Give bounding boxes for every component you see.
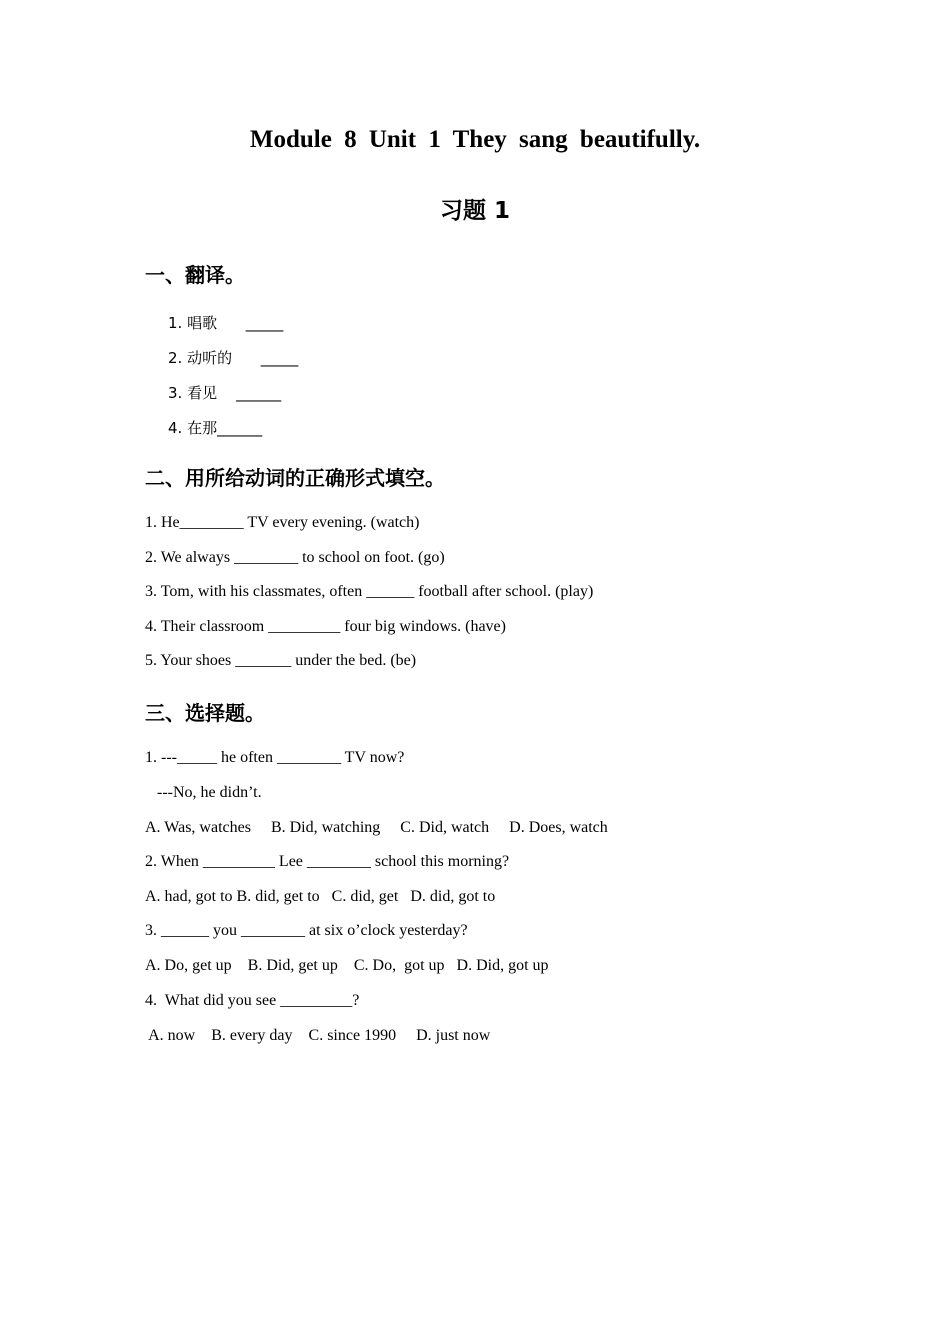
section2-item-2: 2. We always ________ to school on foot. (go) (145, 549, 445, 566)
section2-item-3: 3. Tom, with his classmates, often ______ football after school. (play) (145, 583, 594, 600)
section3-options-1: A. Was, watches B. Did, watching C. Did, watch D. Does, watch (145, 819, 608, 836)
section1-heading: 一、翻译。 (145, 263, 245, 287)
section3-options-3: A. Do, get up B. Did, get up C. Do, got up D. Did, got up (145, 957, 549, 974)
section3-options-2: A. had, got to B. did, get to C. did, get D. did, got to (145, 888, 496, 905)
section3-heading: 三、选择题。 (145, 701, 265, 725)
section3-options-4: A. now B. every day C. since 1990 D. just now (145, 1027, 491, 1044)
document-title: Module 8 Unit 1 They sang beautifully. (249, 126, 701, 153)
section2-item-5: 5. Your shoes _______ under the bed. (be) (145, 652, 417, 669)
section2-item-4: 4. Their classroom _________ four big windows. (have) (145, 618, 506, 635)
section3-question-2: 2. When _________ Lee ________ school this morning? (145, 853, 510, 870)
section2-heading: 二、用所给动词的正确形式填空。 (145, 466, 445, 490)
section3-question-3: 3. ______ you ________ at six o’clock yesterday? (145, 922, 468, 939)
section2-item-1: 1. He________ TV every evening. (watch) (145, 514, 420, 531)
section3-question-1: 1. ---_____ he often ________ TV now? (145, 749, 405, 766)
section1-item-2: 2. 动听的 _____ (168, 349, 299, 367)
document-subtitle: 习题 1 (439, 198, 510, 224)
section1-item-4: 4. 在那______ (168, 419, 263, 437)
section3-question-4: 4. What did you see _________? (145, 992, 360, 1009)
section1-item-3: 3. 看见 ______ (168, 384, 282, 402)
section1-item-1: 1. 唱歌 _____ (168, 314, 284, 332)
section3-answer-1: ---No, he didn’t. (145, 784, 262, 801)
